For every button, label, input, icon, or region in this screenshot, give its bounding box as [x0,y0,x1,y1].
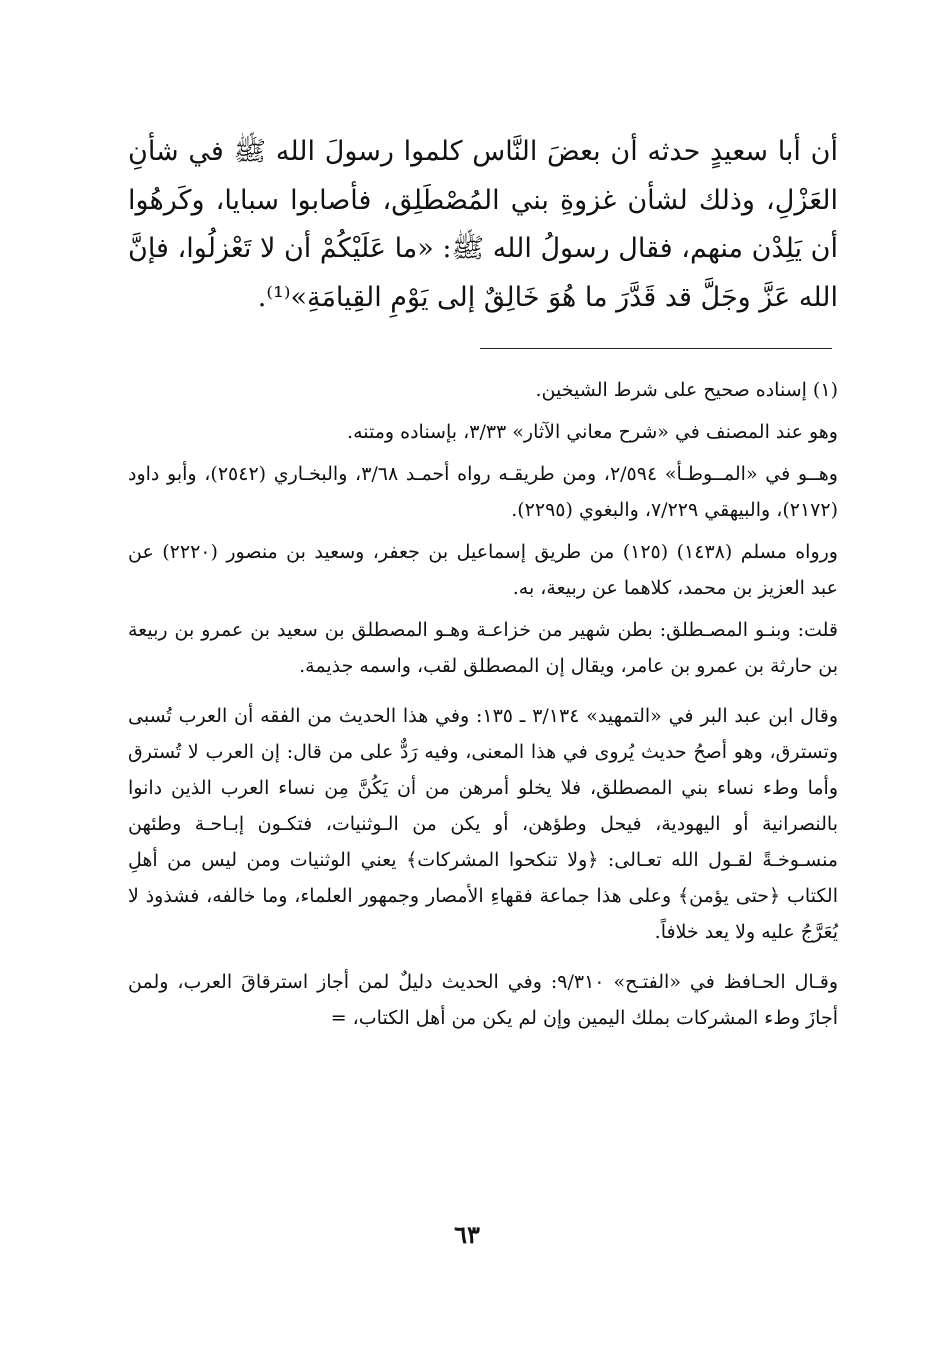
footnote-1: (١) إسناده صحيح على شرط الشيخين. [535,379,838,401]
footnote-note-tamhid: وقال ابن عبد البر في «التمهيد» ٣/١٣٤ ـ ١٣٥: وفي هذا الحديث من الفقه أن العرب تُسبى وتسترق، وهو أصحُ حديث يُروى في هذا المعنى، وفيه رَدٌّ على من قال: إن العرب لا تُسترق وأما وطء نساء بني المصطلق، فلا يخلو أمرهن من أن يَكُنَّ مِن نساء العرب الذين دانوا بالنصرانية أو اليهودية، فيحل وطؤهن، أو يكن من الـوثنيات، فتكـون إبـاحـة وطئهن منسـوخـةً لقـول الله تعـالى: ﴿ولا تنكحوا المشركات﴾ يعني الوثنيات ومن ليس من أهلِ الكتاب ﴿حتى يؤمن﴾ وعلى هذا جماعة فقهاءِ الأمصار وجمهور العلماء، وما خالفه، فشذوذ لا يُعَرَّجُ عليه ولا يعد خلافاً. [128,705,838,943]
page-number: ٦٣ [454,1220,480,1249]
footnotes-block [128,372,838,1036]
footnote-note-mustaliq: قلت: وبنـو المصـطلق: بطن شهير من خزاعـة وهـو المصطلق بن سعيد بن عمرو بن ربيعة بن حارثة بن عمرو بن عامر، ويقال إن المصطلق لقب، واسمه جذيمة. [128,619,838,677]
footnote-source-musannif: وهو عند المصنف في «شرح معاني الآثار» ٣/٣٣، بإسناده ومتنه. [347,421,838,443]
footnote-separator [480,348,832,349]
footnote-source-muslim: ورواه مسلم (١٤٣٨) (١٢٥) من طريق إسماعيل بن جعفر، وسعيد بن منصور (٢٢٢٠) عن عبد العزيز بن محمد، كلاهما عن ربيعة، به. [128,541,838,599]
hadith-paragraph: أن أبا سعيدٍ حدثه أن بعضَ النَّاس كلموا رسولَ الله ﷺ في شأنِ العَزْلِ، وذلك لشأن غزوةِ بني المُصْطَلِق، فأصابوا سبايا، وكَرهُوا أن يَلِدْن منهم، فقال رسولُ الله ﷺ: «ما عَلَيْكُمْ أن لا تَعْزلُوا، فإنَّ الله عَزَّ وجَلَّ قد قَدَّرَ ما هُوَ خَالِقٌ إلى يَوْمِ القِيامَةِ»⁽¹⁾. [128,136,838,313]
main-text-block [128,128,838,322]
footnote-source-muwatta: وهــو في «المــوطـأ» ٢/٥٩٤، ومن طريقـه رواه أحمـد ٣/٦٨، والبخـاري (٢٥٤٢)، وأبو داود (٢١٧٢)، والبيهقي ٧/٢٢٩، والبغوي (٢٢٩٥). [128,463,838,521]
footnote-note-fath: وقـال الحـافظ في «الفتـح» ٩/٣١٠: وفي الحديث دليلٌ لمن أجاز استرقاقَ العرب، ولمن أجازَ وطء المشركات بملك اليمين وإن لم يكن من أهل الكتاب، = [128,971,839,1029]
